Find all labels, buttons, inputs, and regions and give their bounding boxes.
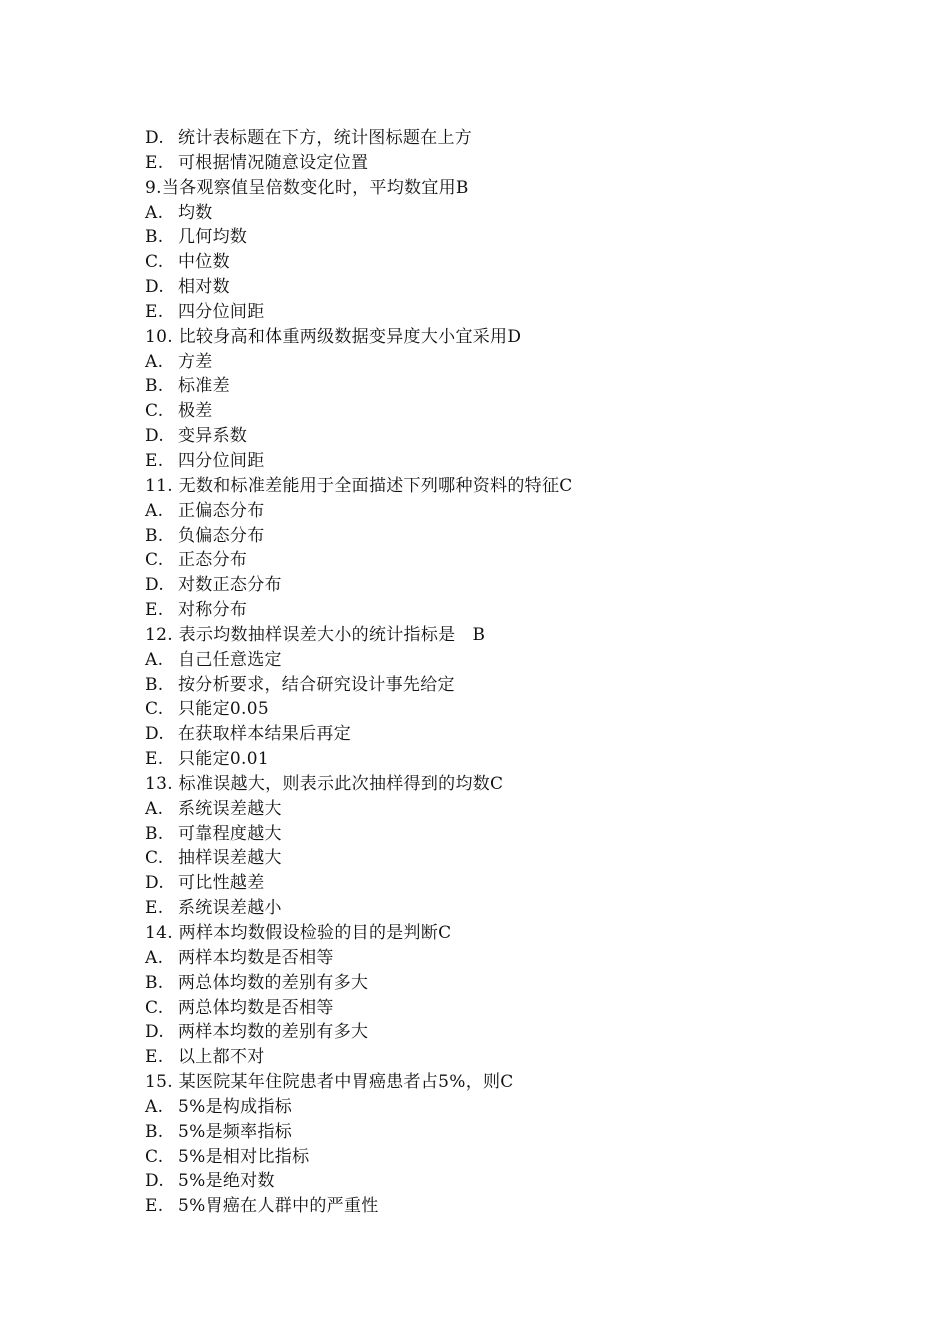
option-letter: B. xyxy=(145,823,164,844)
question-stem: 13. 标准误越大，则表示此次抽样得到的均数C xyxy=(145,773,504,794)
option-letter: C. xyxy=(145,1146,164,1167)
option-text: 可根据情况随意设定位置 xyxy=(178,152,369,173)
option-letter: D. xyxy=(145,575,165,596)
answer-option xyxy=(145,1145,845,1170)
option-letter: B. xyxy=(145,376,164,397)
option-text: 系统误差越大 xyxy=(178,798,282,819)
option-text: 两样本均数的差别有多大 xyxy=(178,1022,369,1043)
answer-option xyxy=(145,598,845,623)
option-letter: A. xyxy=(145,1096,164,1117)
option-text: 两总体均数是否相等 xyxy=(178,997,334,1018)
question-stem: 11. 无数和标准差能用于全面描述下列哪种资料的特征C xyxy=(145,475,573,496)
answer-option xyxy=(145,996,845,1021)
answer-option xyxy=(145,548,845,573)
option-letter: C. xyxy=(145,699,164,720)
option-letter: A. xyxy=(145,947,164,968)
option-letter: D. xyxy=(145,724,165,745)
answer-option xyxy=(145,126,845,151)
option-text: 负偏态分布 xyxy=(178,525,265,546)
option-letter: C. xyxy=(145,997,164,1018)
answer-option xyxy=(145,350,845,375)
option-letter: E. xyxy=(145,898,164,919)
option-text: 按分析要求，结合研究设计事先给定 xyxy=(178,674,455,695)
answer-option xyxy=(145,1020,845,1045)
answer-option xyxy=(145,1045,845,1070)
option-letter: A. xyxy=(145,500,164,521)
answer-option xyxy=(145,225,845,250)
option-letter: B. xyxy=(145,1121,164,1142)
answer-option xyxy=(145,946,845,971)
option-letter: C. xyxy=(145,252,164,273)
option-text: 几何均数 xyxy=(178,227,248,248)
option-text: 可比性越差 xyxy=(178,873,265,894)
answer-option xyxy=(145,300,845,325)
answer-option xyxy=(145,648,845,673)
option-letter: A. xyxy=(145,649,164,670)
answer-option xyxy=(145,1095,845,1120)
answer-option xyxy=(145,449,845,474)
option-letter: E. xyxy=(145,450,164,471)
option-text: 5%是相对比指标 xyxy=(178,1146,310,1167)
option-text: 四分位间距 xyxy=(178,301,265,322)
option-letter: C. xyxy=(145,848,164,869)
option-text: 变异系数 xyxy=(178,426,248,447)
option-text: 正态分布 xyxy=(178,550,248,571)
answer-option xyxy=(145,374,845,399)
question-stem: 14. 两样本均数假设检验的目的是判断C xyxy=(145,923,452,943)
option-text: 四分位间距 xyxy=(178,450,265,471)
question-stem: 12. 表示均数抽样误差大小的统计指标是 B xyxy=(145,624,486,645)
option-letter: D. xyxy=(145,277,165,298)
answer-option xyxy=(145,573,845,598)
answer-option xyxy=(145,151,845,176)
option-letter: B. xyxy=(145,972,164,993)
option-text: 均数 xyxy=(178,202,213,223)
option-letter: B. xyxy=(145,674,164,695)
option-letter: E. xyxy=(145,301,164,322)
option-text: 对数正态分布 xyxy=(178,575,282,596)
option-text: 中位数 xyxy=(178,252,230,273)
option-text: 正偏态分布 xyxy=(178,500,265,521)
option-letter: B. xyxy=(145,525,164,546)
option-text: 方差 xyxy=(178,351,213,372)
answer-option xyxy=(145,250,845,275)
option-text: 标准差 xyxy=(178,376,230,397)
answer-option xyxy=(145,971,845,996)
option-letter: C. xyxy=(145,401,164,422)
option-text: 极差 xyxy=(178,401,213,422)
option-letter: A. xyxy=(145,351,164,372)
option-text: 相对数 xyxy=(178,277,230,298)
option-text: 以上都不对 xyxy=(178,1047,265,1068)
option-text: 可靠程度越大 xyxy=(178,823,282,844)
option-text: 统计表标题在下方，统计图标题在上方 xyxy=(178,128,473,148)
answer-option xyxy=(145,201,845,226)
question-stem: 15. 某医院某年住院患者中胃癌患者占5%，则C xyxy=(145,1072,514,1093)
answer-option xyxy=(145,499,845,524)
option-letter: C. xyxy=(145,550,164,571)
answer-option xyxy=(145,399,845,424)
option-text: 只能定0.05 xyxy=(178,699,269,720)
option-text: 5%胃癌在人群中的严重性 xyxy=(178,1196,379,1217)
option-text: 自己任意选定 xyxy=(178,649,282,670)
option-letter: E. xyxy=(145,152,164,173)
answer-option xyxy=(145,722,845,747)
answer-option xyxy=(145,896,845,921)
answer-option xyxy=(145,1169,845,1194)
answer-option xyxy=(145,797,845,822)
option-text: 抽样误差越大 xyxy=(178,848,282,869)
option-letter: A. xyxy=(145,798,164,819)
answer-option xyxy=(145,822,845,847)
option-text: 两总体均数的差别有多大 xyxy=(178,972,369,993)
option-letter: D. xyxy=(145,1171,165,1192)
option-letter: E. xyxy=(145,749,164,770)
option-letter: D. xyxy=(145,426,165,447)
option-text: 5%是频率指标 xyxy=(178,1121,293,1142)
question-list xyxy=(145,126,845,1219)
option-letter: E. xyxy=(145,1047,164,1068)
option-text: 对称分布 xyxy=(178,600,248,621)
option-letter: D. xyxy=(145,1022,165,1043)
answer-option xyxy=(145,524,845,549)
answer-option xyxy=(145,747,845,772)
option-letter: E. xyxy=(145,600,164,621)
answer-option xyxy=(145,673,845,698)
answer-option xyxy=(145,1194,845,1219)
option-letter: A. xyxy=(145,202,164,223)
answer-option xyxy=(145,1120,845,1145)
option-text: 只能定0.01 xyxy=(178,749,269,770)
question-stem: 9.当各观察值呈倍数变化时，平均数宜用B xyxy=(145,177,469,198)
option-text: 系统误差越小 xyxy=(178,898,282,919)
option-letter: B. xyxy=(145,227,164,248)
answer-option xyxy=(145,424,845,449)
answer-option xyxy=(145,871,845,896)
option-text: 5%是构成指标 xyxy=(178,1096,293,1117)
option-letter: D. xyxy=(145,128,165,148)
option-letter: E. xyxy=(145,1196,164,1217)
option-letter: D. xyxy=(145,873,165,894)
answer-option xyxy=(145,846,845,871)
option-text: 两样本均数是否相等 xyxy=(178,947,334,968)
question-stem: 10. 比较身高和体重两级数据变异度大小宜采用D xyxy=(145,326,522,347)
answer-option xyxy=(145,275,845,300)
option-text: 在获取样本结果后再定 xyxy=(178,724,351,745)
option-text: 5%是绝对数 xyxy=(178,1171,275,1192)
answer-option xyxy=(145,697,845,722)
